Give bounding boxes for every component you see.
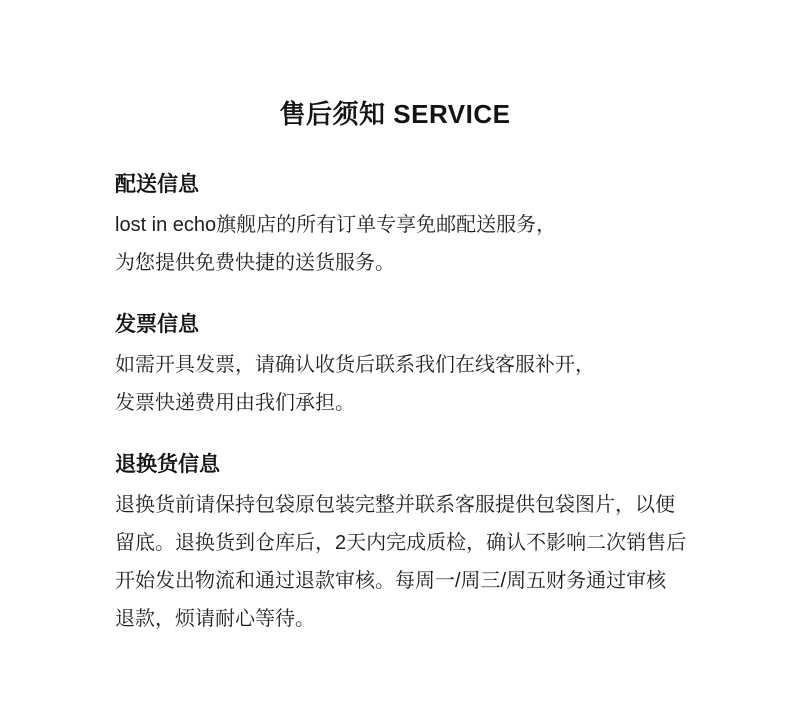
body-line: 退换货前请保持包袋原包装完整并联系客服提供包袋图片，以便 <box>115 494 675 516</box>
page-title: 售后须知 SERVICE <box>279 99 511 129</box>
body-line: lost in echo旗舰店的所有订单专享免邮配送服务， <box>115 214 557 236</box>
body-line: 退款，烦请耐心等待。 <box>115 608 315 630</box>
body-line: 如需开具发票，请确认收货后联系我们在线客服补开， <box>115 354 595 376</box>
section-shipping <box>115 172 675 282</box>
section-heading-shipping: 配送信息 <box>115 173 199 196</box>
body-line: 为您提供免费快捷的送货服务。 <box>115 252 395 274</box>
section-heading-invoice: 发票信息 <box>115 313 199 336</box>
section-invoice <box>115 312 675 422</box>
section-heading-returns: 退换货信息 <box>115 453 220 476</box>
body-line: 发票快递费用由我们承担。 <box>115 392 355 414</box>
section-returns <box>115 452 687 638</box>
body-line: 留底。退换货到仓库后，2天内完成质检，确认不影响二次销售后 <box>115 532 687 554</box>
body-line: 开始发出物流和通过退款审核。每周一/周三/周五财务通过审核 <box>115 570 667 592</box>
